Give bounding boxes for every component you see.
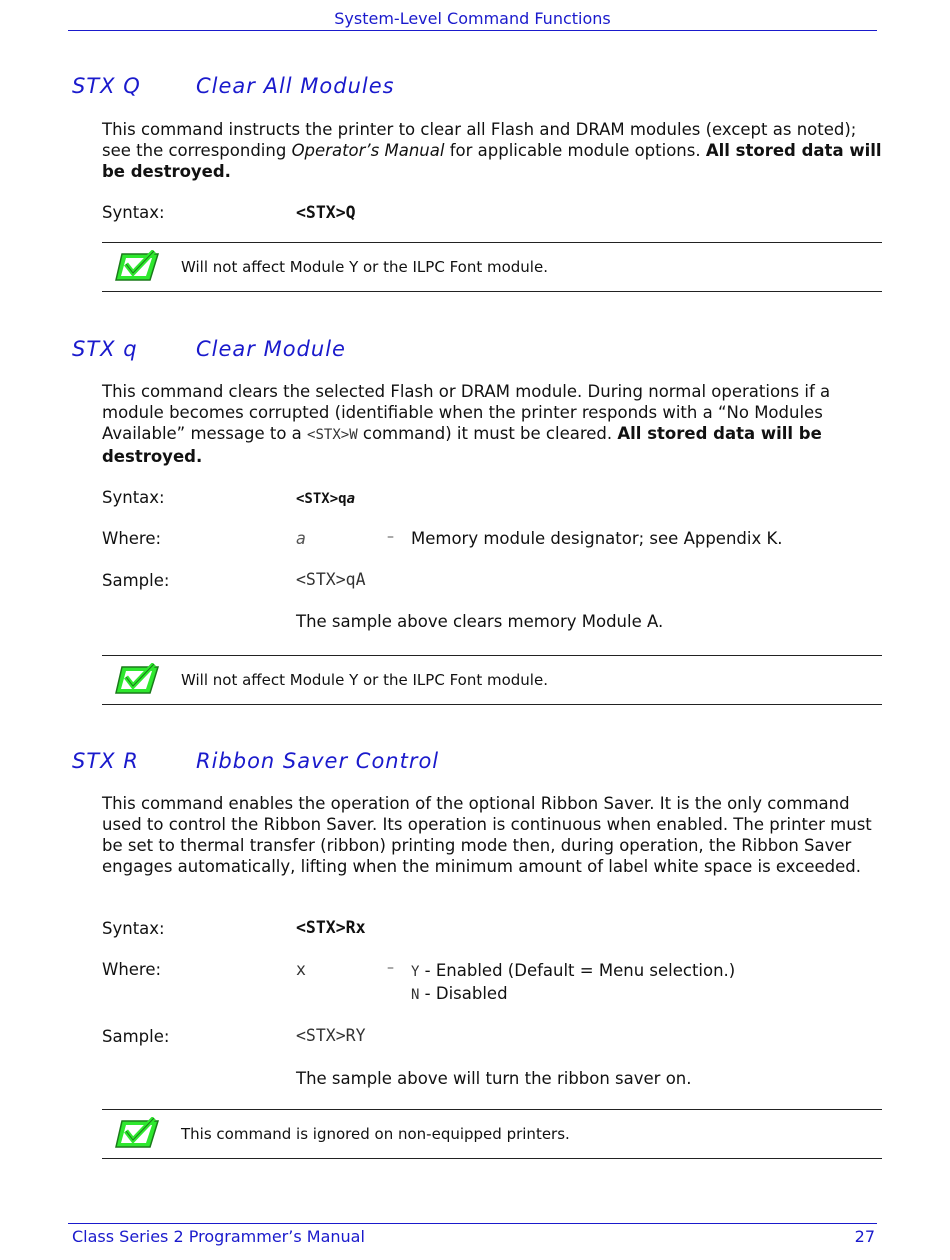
check-box-icon xyxy=(114,250,160,284)
text-run: for applicable module options. xyxy=(444,141,706,160)
note-box xyxy=(102,242,882,292)
check-box-icon xyxy=(114,663,160,697)
syntax-label: Syntax: xyxy=(102,919,165,938)
section-command: STX R xyxy=(72,749,139,773)
warning-text: All stored data will be destroyed. xyxy=(102,141,882,181)
syntax-parameter: a xyxy=(346,491,356,507)
section-description xyxy=(102,381,882,467)
syntax-label: Syntax: xyxy=(102,488,165,507)
section-name: Ribbon Saver Control xyxy=(196,749,440,773)
footer-manual-title: Class Series 2 Programmer’s Manual xyxy=(72,1227,365,1246)
syntax-value: <STX>Rx xyxy=(296,918,366,937)
note-text: Will not affect Module Y or the ILPC Font module. xyxy=(181,671,548,689)
check-box-icon xyxy=(114,1117,160,1151)
syntax-value xyxy=(296,487,355,510)
syntax-command: <STX>q xyxy=(296,491,347,507)
where-dash: – xyxy=(387,960,394,976)
where-label: Where: xyxy=(102,960,162,979)
where-parameter: a xyxy=(296,529,306,548)
option-code: Y xyxy=(411,964,420,980)
warning-text: All stored data will be destroyed. xyxy=(102,424,822,466)
sample-value: <STX>RY xyxy=(296,1026,366,1045)
option-description: - Disabled xyxy=(419,984,508,1003)
syntax-label: Syntax: xyxy=(102,203,165,222)
sample-label: Sample: xyxy=(102,571,170,590)
page-number: 27 xyxy=(854,1227,875,1246)
text-run: This command clears the selected Flash or DRAM module. During normal operations if a module becomes corrupted (identifiable when the printer responds with a “No Modules Available” message to a xyxy=(102,382,831,443)
manual-reference: Operator’s Manual xyxy=(291,141,445,160)
where-description: Memory module designator; see Appendix K. xyxy=(411,529,783,548)
note-text: This command is ignored on non-equipped printers. xyxy=(181,1125,570,1143)
syntax-value: <STX>Q xyxy=(296,203,356,222)
sample-label: Sample: xyxy=(102,1027,170,1046)
option-code: N xyxy=(411,987,420,1003)
sample-description: The sample above will turn the ribbon saver on. xyxy=(296,1069,692,1088)
section-title-stx-q-lower xyxy=(72,336,346,362)
text-run: command) it must be cleared. xyxy=(357,424,618,443)
section-name: Clear Module xyxy=(196,337,346,361)
page-header xyxy=(68,8,877,31)
note-box xyxy=(102,1109,882,1159)
page-footer xyxy=(68,1223,877,1248)
option-enabled xyxy=(411,960,735,983)
section-description: This command enables the operation of the optional Ribbon Saver. It is the only command used to control the Ribbon Saver. Its operation is continuous when enabled. The printer must be set to thermal transfer (ribbon) printing mode then, during operation, the Ribbon Saver engages automatically, lifting when the minimum amount of label white space is exceeded. xyxy=(102,794,872,876)
text-run: This command instructs the printer to clear all Flash and DRAM modules (except as noted); see the corresponding xyxy=(102,120,857,160)
option-disabled xyxy=(411,983,508,1006)
sample-value: <STX>qA xyxy=(296,570,366,589)
note-text: Will not affect Module Y or the ILPC Font module. xyxy=(181,258,548,276)
where-dash: – xyxy=(387,529,394,545)
note-box xyxy=(102,655,882,705)
header-title: System-Level Command Functions xyxy=(334,9,611,28)
section-name: Clear All Modules xyxy=(196,74,395,98)
section-title-stx-q xyxy=(72,73,395,99)
sample-description: The sample above clears memory Module A. xyxy=(296,612,664,631)
section-description xyxy=(102,119,882,182)
section-command: STX q xyxy=(72,337,138,361)
inline-code: <STX>W xyxy=(307,427,358,443)
where-parameter: x xyxy=(296,960,306,979)
option-description: - Enabled (Default = Menu selection.) xyxy=(419,961,736,980)
section-command: STX Q xyxy=(72,74,141,98)
section-title-stx-r xyxy=(72,748,439,774)
where-label: Where: xyxy=(102,529,162,548)
